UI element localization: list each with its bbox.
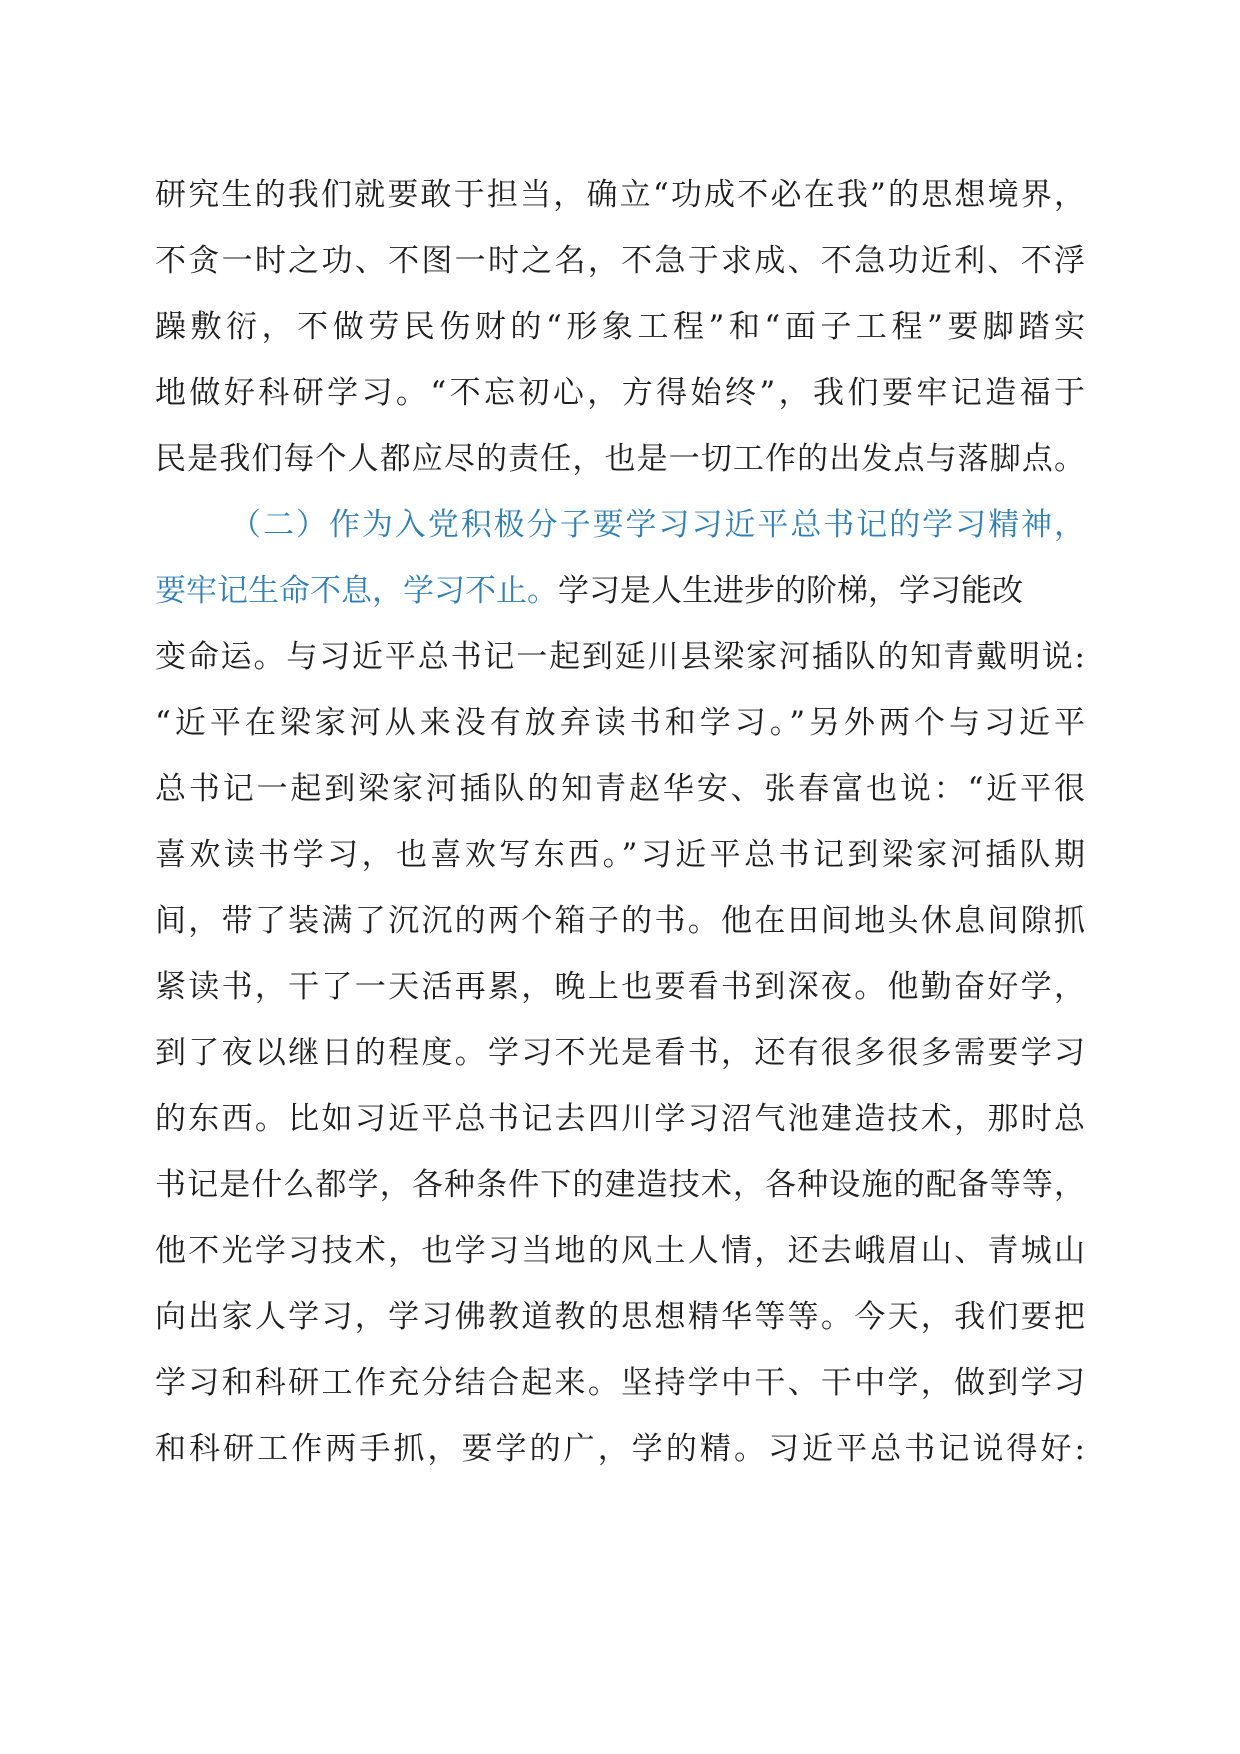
paragraph-line: 喜欢读书学习，也喜欢写东西。”习近平总书记到梁家河插队期 (155, 837, 1085, 873)
paragraph-line: 研究生的我们就要敢于担当，确立“功成不必在我”的思想境界， (155, 177, 1085, 213)
paragraph-line: 书记是什么都学，各种条件下的建造技术，各种设施的配备等等， (155, 1167, 1085, 1203)
paragraph-line: 地做好科研学习。“不忘初心，方得始终”，我们要牢记造福于 (155, 375, 1085, 411)
paragraph-line: 民是我们每个人都应尽的责任，也是一切工作的出发点与落脚点。 (155, 441, 1085, 477)
paragraph-line: 变命运。与习近平总书记一起到延川县梁家河插队的知青戴明说: (155, 639, 1085, 675)
paragraph-line: 紧读书，干了一天活再累，晚上也要看书到深夜。他勤奋好学， (155, 969, 1085, 1005)
section-heading-continuation: 要牢记生命不息，学习不止。 (155, 573, 558, 609)
paragraph-line: 他不光学习技术，也学习当地的风土人情，还去峨眉山、青城山 (155, 1233, 1085, 1269)
paragraph-line: 不贪一时之功、不图一时之名，不急于求成、不急功近利、不浮 (155, 243, 1085, 279)
paragraph-line: 躁敷衍，不做劳民伤财的“形象工程”和“面子工程”要脚踏实 (155, 309, 1085, 345)
paragraph-line: 向出家人学习，学习佛教道教的思想精华等等。今天，我们要把 (155, 1299, 1085, 1335)
paragraph-line: 间，带了装满了沉沉的两个箱子的书。他在田间地头休息间隙抓 (155, 903, 1085, 939)
paragraph-line: 总书记一起到梁家河插队的知青赵华安、张春富也说：“近平很 (155, 771, 1085, 807)
paragraph-line: 学习和科研工作充分结合起来。坚持学中干、干中学，做到学习 (155, 1365, 1085, 1401)
paragraph-line: 的东西。比如习近平总书记去四川学习沼气池建造技术，那时总 (155, 1101, 1085, 1137)
section-heading-line: （二）作为入党积极分子要学习习近平总书记的学习精神， (230, 507, 1085, 543)
paragraph-line: 到了夜以继日的程度。学习不光是看书，还有很多很多需要学习 (155, 1035, 1085, 1071)
paragraph-line: “近平在梁家河从来没有放弃读书和学习。”另外两个与习近平 (155, 705, 1085, 741)
paragraph-line: 和科研工作两手抓，要学的广，学的精。习近平总书记说得好: (155, 1431, 1085, 1467)
paragraph-text: 学习是人生进步的阶梯，学习能改 (558, 573, 1023, 609)
heading-paragraph-line (155, 558, 1023, 624)
